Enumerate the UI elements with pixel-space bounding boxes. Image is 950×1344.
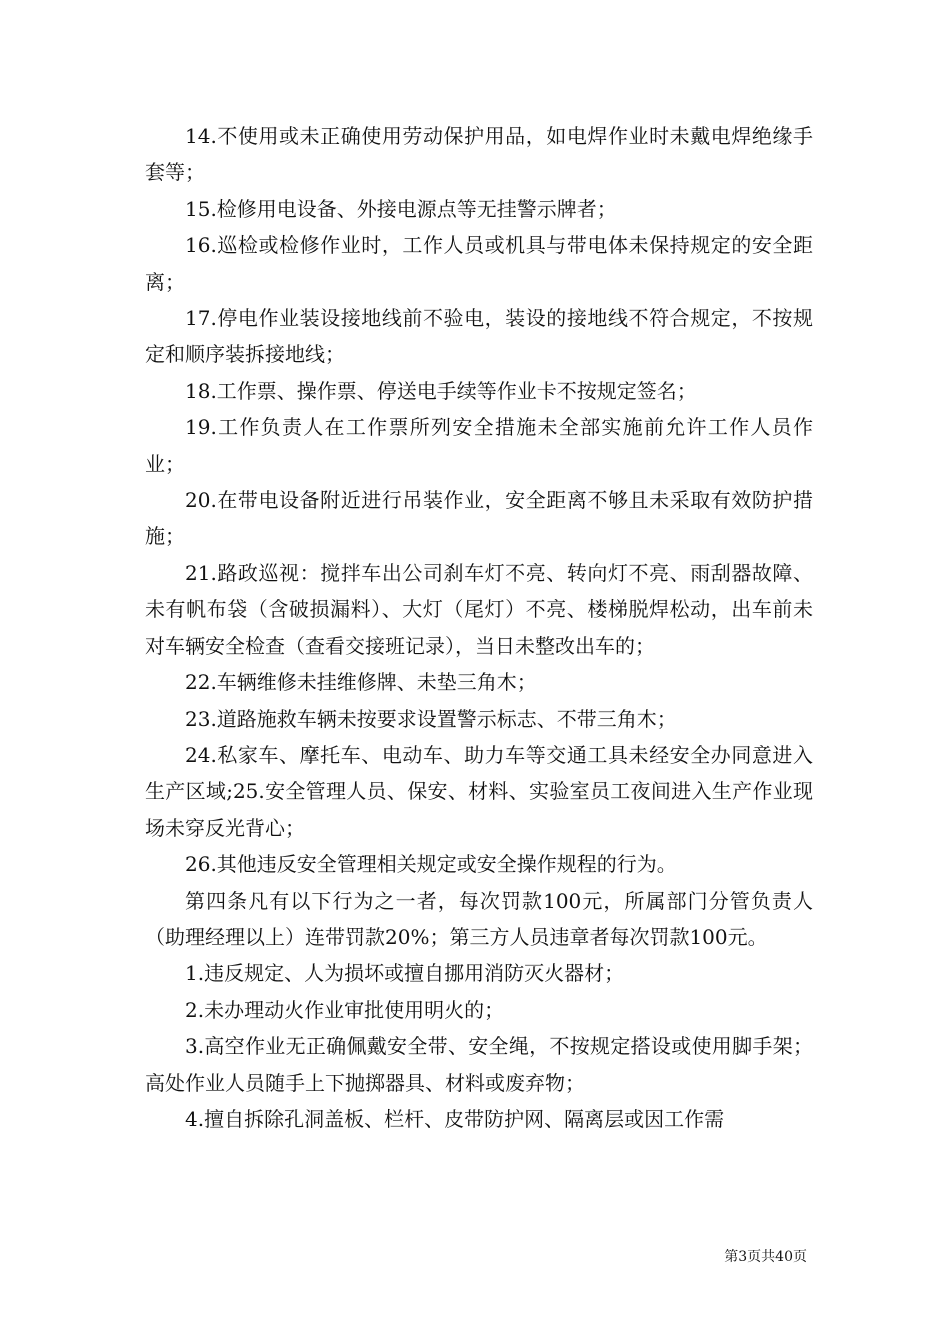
article-4-heading: 第四条凡有以下行为之一者，每次罚款100元，所属部门分管负责人（助理经理以上）连带罚款20%；第三方人员违章者每次罚款100元。: [145, 888, 813, 949]
paragraph-22: 22.车辆维修未挂维修牌、未垫三角木；: [185, 670, 537, 695]
document-body: [145, 118, 813, 1137]
paragraph-14: 14.不使用或未正确使用劳动保护用品，如电焊作业时未戴电焊绝缘手套等；: [145, 124, 813, 185]
paragraph-15: 15.检修用电设备、外接电源点等无挂警示牌者；: [185, 196, 617, 221]
paragraph-19: 19.工作负责人在工作票所列安全措施未全部实施前允许工作人员作业；: [145, 415, 813, 476]
paragraph-21: 21.路政巡视：搅拌车出公司刹车灯不亮、转向灯不亮、雨刮器故障、未有帆布袋（含破损漏料）、大灯（尾灯）不亮、楼梯脱焊松动，出车前未对车辆安全检查（查看交接班记录），当日未整改出车的；: [145, 560, 813, 658]
paragraph-26: 26.其他违反安全管理相关规定或安全操作规程的行为。: [185, 852, 677, 877]
article-4-item-3: 3.高空作业无正确佩戴安全带、安全绳，不按规定搭设或使用脚手架；高处作业人员随手上下抛掷器具、材料或废弃物；: [145, 1034, 813, 1095]
paragraph-18: 18.工作票、操作票、停送电手续等作业卡不按规定签名；: [185, 378, 697, 403]
page-number-footer: 第3页共40页: [724, 1249, 807, 1265]
paragraph-24-25: 24.私家车、摩托车、电动车、助力车等交通工具未经安全办同意进入生产区域;25.安全管理人员、保安、材料、实验室员工夜间进入生产作业现场未穿反光背心；: [145, 742, 813, 840]
paragraph-20: 20.在带电设备附近进行吊装作业，安全距离不够且未采取有效防护措施；: [145, 488, 813, 549]
paragraph-23: 23.道路施救车辆未按要求设置警示标志、不带三角木；: [185, 706, 677, 731]
article-4-item-2: 2.未办理动火作业审批使用明火的；: [185, 997, 505, 1022]
paragraph-17: 17.停电作业装设接地线前不验电，装设的接地线不符合规定，不按规定和顺序装拆接地线；: [145, 306, 813, 367]
paragraph-16: 16.巡检或检修作业时，工作人员或机具与带电体未保持规定的安全距离；: [145, 233, 813, 294]
article-4-item-1: 1.违反规定、人为损坏或擅自挪用消防灭火器材；: [185, 961, 625, 986]
article-4-item-4: 4.擅自拆除孔洞盖板、栏杆、皮带防护网、隔离层或因工作需: [185, 1106, 725, 1131]
